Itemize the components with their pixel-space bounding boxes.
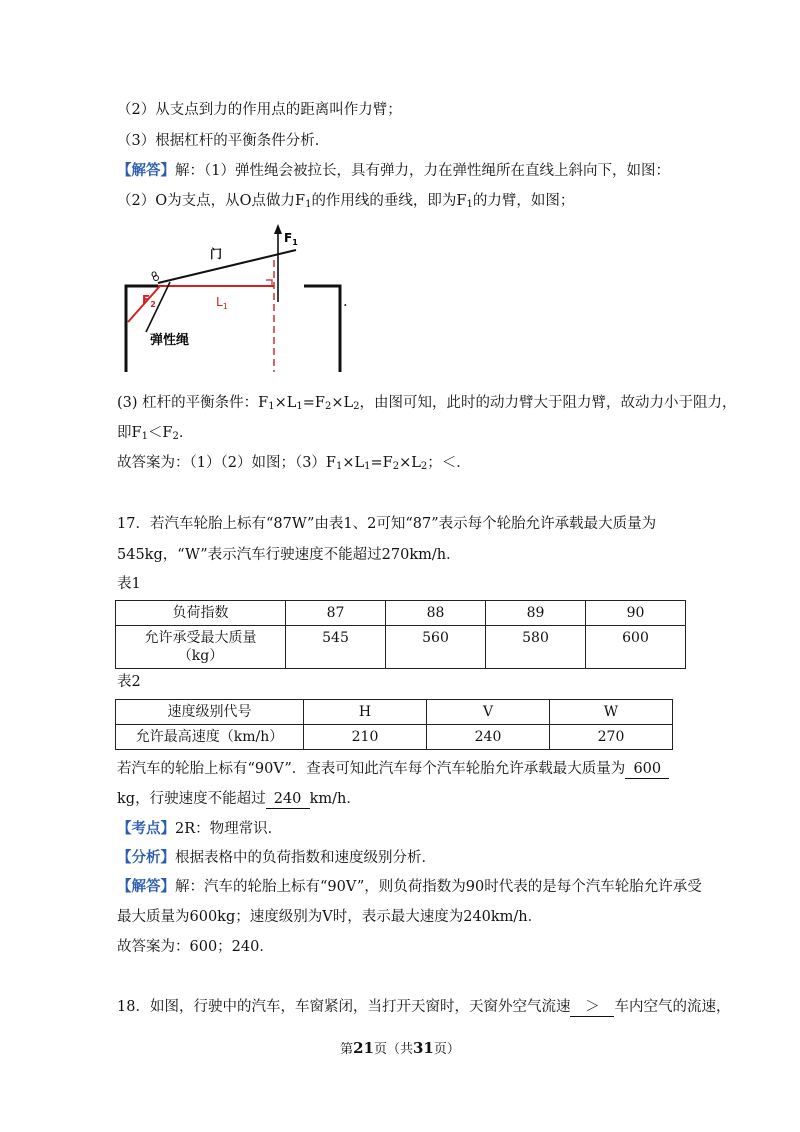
label-door: 门 [210, 247, 223, 261]
page-footer: 第21页（共31页） [340, 1039, 460, 1057]
text-line: （2）O为支点，从O点做力$F_1$的作用线的垂线，即为$F_1$的力臂，如图； [117, 193, 575, 210]
text-line: （3）根据杠杆的平衡条件分析． [117, 133, 330, 149]
answer-blank: ＞ [570, 999, 614, 1017]
label-f1: $F_1$ [284, 231, 298, 247]
label-o: o [151, 269, 158, 280]
text-line: 故答案为：（1）（2）如图；$(3)F_1\times L_1=F_2\times L_2$；＜． [117, 455, 471, 472]
table-row: 负荷指数 87 88 89 90 [116, 601, 686, 626]
text-line: 即$F_1<F_2$． [117, 425, 194, 442]
question-18: 18．如图，行驶中的汽车，车窗紧闭，当打开天窗时，天窗外空气流速 ＞ 车内空气的流速， [117, 999, 731, 1015]
table-2 [115, 699, 673, 750]
label-l1: $L_1$ [216, 295, 228, 311]
answer-blank: 600 [625, 761, 669, 779]
table-row: 允许承受最大质量 （kg） 545 560 580 600 [116, 626, 686, 669]
text-line: 故答案为：600；240． [117, 939, 274, 955]
table-label: 表2 [117, 674, 141, 690]
trailing-dot: . [343, 294, 348, 310]
text-line: kg，行驶速度不能超过 240 km/h． [117, 791, 361, 807]
kaodian-line: 【考点】2R：物理常识． [117, 820, 283, 837]
table-row: 允许最高速度（km/h） 210 240 270 [116, 725, 673, 750]
answer-text: 解：（1）弹性绳会被拉长，具有弹力，力在弹性绳所在直线上斜向下，如图： [175, 163, 670, 179]
table-1 [115, 600, 686, 669]
label-f2: $F_2$ [142, 293, 156, 309]
text-line: (3) 杠杆的平衡条件：$F_1\times L_1=F_2\times L_2$，由图可知，此时的动力臂大于阻力臂，故动力小于阻力， [117, 395, 737, 412]
fenxi-line: 【分析】根据表格中的负荷指数和速度级别分析． [117, 849, 436, 866]
question-17: 17．若汽车轮胎上标有“87W”由表1、2可知“87”表示每个轮胎允许承载最大质量为 [117, 516, 657, 532]
answer-line [117, 161, 670, 181]
answer-tag: 【解答】 [117, 162, 175, 179]
jieda-line: 【解答】解：汽车的轮胎上标有“90V”，则负荷指数为90时代表的是每个汽车轮胎允许承受 [117, 878, 702, 895]
lever-door-figure [118, 222, 358, 380]
text-line: （2）从支点到力的作用点的距离叫作力臂； [117, 102, 402, 118]
label-rope: 弹性绳 [150, 333, 190, 348]
text-line: 若汽车的轮胎上标有“90V”．查表可知此汽车每个汽车轮胎允许承载最大质量为 600 [117, 759, 669, 779]
text-line: 最大质量为600kg；速度级别为V时，表示最大速度为240km/h． [117, 909, 543, 925]
text-line: 545kg，“W”表示汽车行驶速度不能超过270km/h． [117, 547, 461, 563]
table-label: 表1 [117, 576, 141, 592]
answer-blank: 240 [266, 791, 310, 809]
table-row: 速度级别代号 H V W [116, 700, 673, 725]
